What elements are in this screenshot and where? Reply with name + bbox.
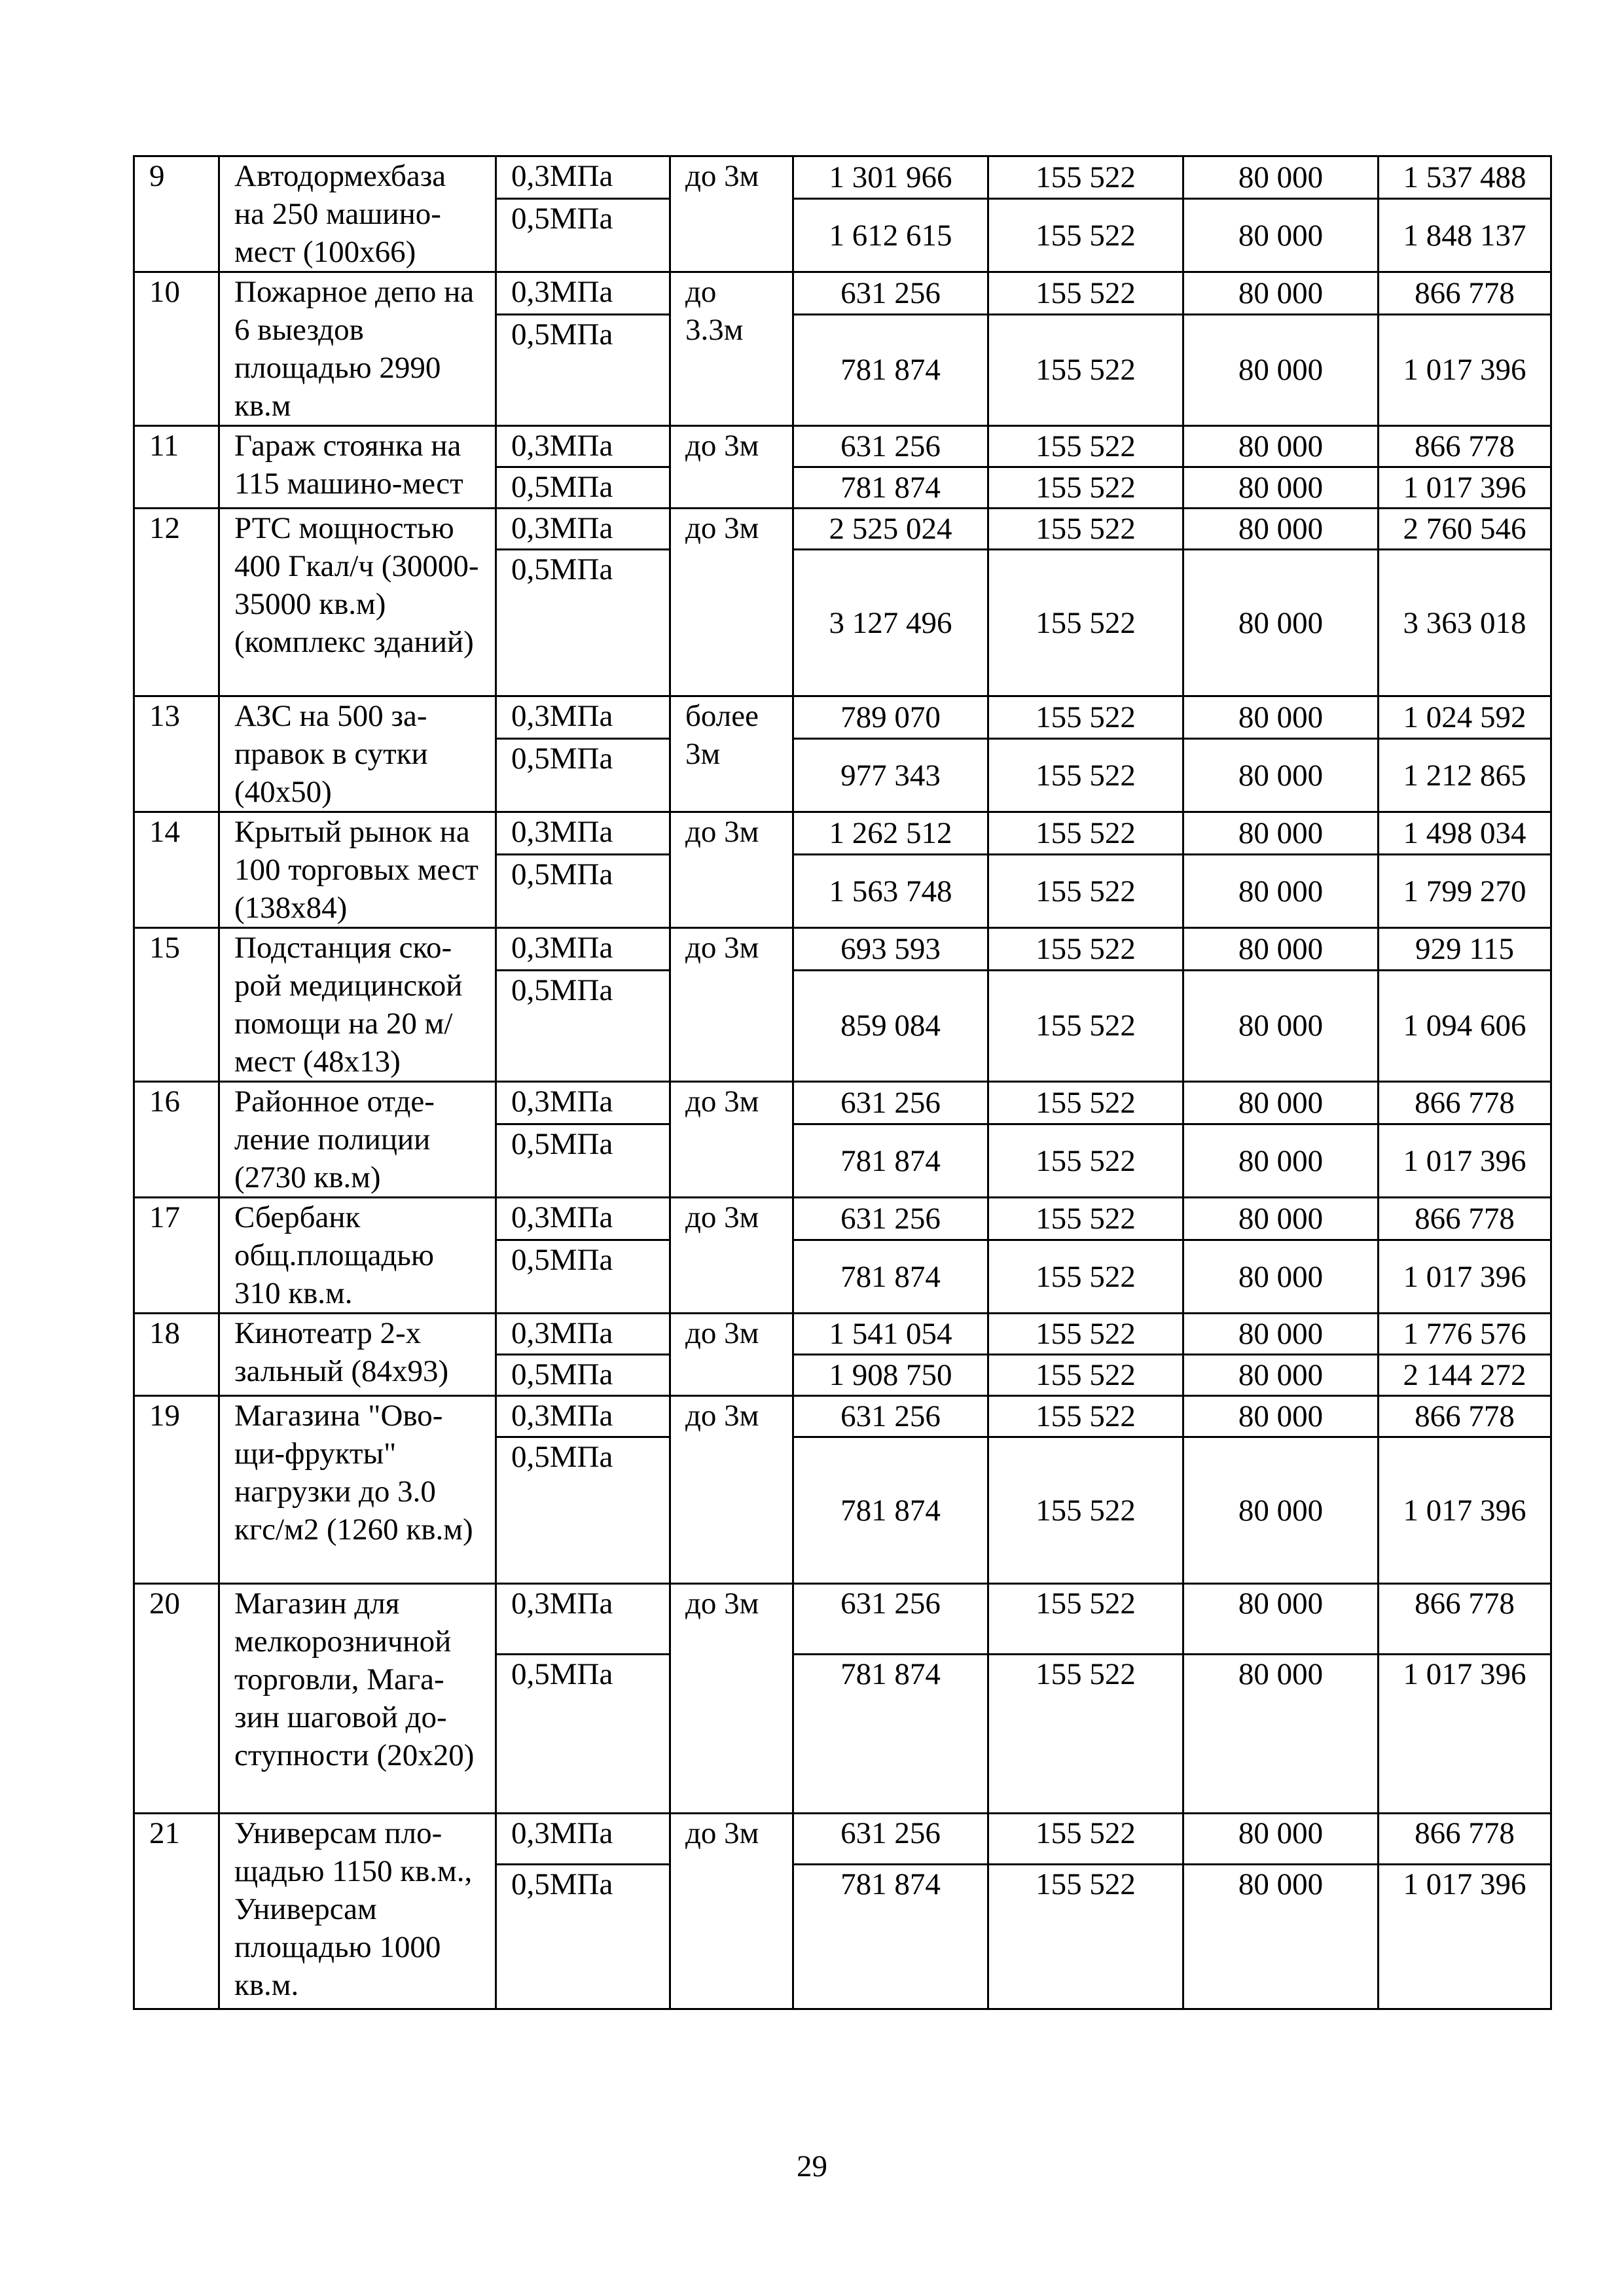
cost-value-3: 80 000 bbox=[1183, 426, 1379, 467]
cost-value-2: 155 522 bbox=[988, 928, 1183, 971]
object-description: Универсам пло-щадью 1150 кв.м., Универсам площадью 1000 кв.м. bbox=[219, 1814, 496, 2009]
pressure-value: 0,3МПа bbox=[496, 1584, 670, 1655]
object-description: Магазин для мелкорозничной торговли, Мага-зин шаговой до-ступности (20х20) bbox=[219, 1584, 496, 1814]
table-row bbox=[134, 156, 1551, 199]
table-row bbox=[134, 812, 1551, 855]
cost-value-1: 859 084 bbox=[793, 970, 988, 1081]
depth-value: до 3м bbox=[670, 1584, 793, 1814]
cost-value-3: 80 000 bbox=[1183, 812, 1379, 855]
cost-value-1: 1 301 966 bbox=[793, 156, 988, 199]
pressure-value: 0,3МПа bbox=[496, 1082, 670, 1124]
table-body bbox=[134, 156, 1551, 2009]
cost-value-1: 781 874 bbox=[793, 1655, 988, 1814]
object-description: Магазина "Ово-щи-фрукты" нагрузки до 3.0 кгс/м2 (1260 кв.м) bbox=[219, 1396, 496, 1584]
cost-value-4: 1 776 576 bbox=[1379, 1314, 1551, 1355]
cost-value-4: 1 498 034 bbox=[1379, 812, 1551, 855]
object-description: Районное отде-ление полиции (2730 кв.м) bbox=[219, 1082, 496, 1198]
cost-value-4: 1 799 270 bbox=[1379, 855, 1551, 928]
object-description: Пожарное депо на 6 выездов площадью 2990 кв.м bbox=[219, 272, 496, 426]
cost-value-2: 155 522 bbox=[988, 156, 1183, 199]
cost-value-4: 1 024 592 bbox=[1379, 696, 1551, 739]
row-number: 13 bbox=[134, 696, 219, 812]
table-row bbox=[134, 426, 1551, 467]
cost-value-2: 155 522 bbox=[988, 1865, 1183, 2009]
cost-value-4: 2 144 272 bbox=[1379, 1355, 1551, 1396]
cost-value-1: 781 874 bbox=[793, 467, 988, 509]
cost-value-2: 155 522 bbox=[988, 1396, 1183, 1437]
cost-value-1: 631 256 bbox=[793, 1584, 988, 1655]
pressure-value: 0,5МПа bbox=[496, 855, 670, 928]
object-description: Кинотеатр 2-х зальный (84х93) bbox=[219, 1314, 496, 1396]
cost-value-1: 789 070 bbox=[793, 696, 988, 739]
row-number: 17 bbox=[134, 1198, 219, 1314]
cost-value-1: 1 612 615 bbox=[793, 199, 988, 272]
cost-value-3: 80 000 bbox=[1183, 550, 1379, 696]
cost-value-2: 155 522 bbox=[988, 509, 1183, 550]
cost-value-2: 155 522 bbox=[988, 1314, 1183, 1355]
depth-value: до 3м bbox=[670, 156, 793, 272]
row-number: 19 bbox=[134, 1396, 219, 1584]
cost-value-2: 155 522 bbox=[988, 314, 1183, 425]
pressure-value: 0,3МПа bbox=[496, 509, 670, 550]
pressure-value: 0,3МПа bbox=[496, 1396, 670, 1437]
cost-value-2: 155 522 bbox=[988, 426, 1183, 467]
cost-value-1: 781 874 bbox=[793, 1240, 988, 1314]
cost-value-4: 1 017 396 bbox=[1379, 1865, 1551, 2009]
cost-value-4: 866 778 bbox=[1379, 1396, 1551, 1437]
cost-value-4: 929 115 bbox=[1379, 928, 1551, 971]
depth-value: до 3м bbox=[670, 1198, 793, 1314]
cost-value-4: 1 017 396 bbox=[1379, 1124, 1551, 1198]
depth-value: до 3м bbox=[670, 1814, 793, 2009]
pressure-value: 0,5МПа bbox=[496, 1865, 670, 2009]
table-row bbox=[134, 1396, 1551, 1437]
pressure-value: 0,3МПа bbox=[496, 696, 670, 739]
cost-value-3: 80 000 bbox=[1183, 1437, 1379, 1584]
cost-value-4: 1 017 396 bbox=[1379, 467, 1551, 509]
row-number: 21 bbox=[134, 1814, 219, 2009]
cost-value-1: 693 593 bbox=[793, 928, 988, 971]
cost-table bbox=[133, 155, 1552, 2010]
pressure-value: 0,3МПа bbox=[496, 1314, 670, 1355]
cost-value-1: 1 908 750 bbox=[793, 1355, 988, 1396]
pressure-value: 0,3МПа bbox=[496, 1814, 670, 1865]
row-number: 12 bbox=[134, 509, 219, 696]
cost-value-1: 631 256 bbox=[793, 1198, 988, 1240]
pressure-value: 0,5МПа bbox=[496, 550, 670, 696]
cost-value-2: 155 522 bbox=[988, 1124, 1183, 1198]
pressure-value: 0,5МПа bbox=[496, 1355, 670, 1396]
cost-value-3: 80 000 bbox=[1183, 467, 1379, 509]
cost-value-3: 80 000 bbox=[1183, 970, 1379, 1081]
depth-value: до 3м bbox=[670, 812, 793, 928]
cost-value-1: 631 256 bbox=[793, 272, 988, 315]
pressure-value: 0,5МПа bbox=[496, 970, 670, 1081]
cost-value-1: 781 874 bbox=[793, 314, 988, 425]
cost-value-4: 866 778 bbox=[1379, 1814, 1551, 1865]
cost-value-3: 80 000 bbox=[1183, 509, 1379, 550]
cost-value-2: 155 522 bbox=[988, 1198, 1183, 1240]
row-number: 15 bbox=[134, 928, 219, 1082]
cost-value-2: 155 522 bbox=[988, 1584, 1183, 1655]
object-description: АЗС на 500 за-правок в сутки (40х50) bbox=[219, 696, 496, 812]
depth-value: более 3м bbox=[670, 696, 793, 812]
cost-value-1: 2 525 024 bbox=[793, 509, 988, 550]
cost-value-1: 631 256 bbox=[793, 1814, 988, 1865]
cost-value-3: 80 000 bbox=[1183, 1314, 1379, 1355]
cost-value-4: 1 017 396 bbox=[1379, 1240, 1551, 1314]
object-description: Подстанция ско-рой медицинской помощи на 20 м/мест (48х13) bbox=[219, 928, 496, 1082]
cost-value-3: 80 000 bbox=[1183, 1198, 1379, 1240]
page-number: 29 bbox=[797, 2149, 827, 2183]
row-number: 18 bbox=[134, 1314, 219, 1396]
cost-value-2: 155 522 bbox=[988, 970, 1183, 1081]
pressure-value: 0,3МПа bbox=[496, 928, 670, 971]
cost-value-3: 80 000 bbox=[1183, 1355, 1379, 1396]
object-description: Крытый рынок на 100 торговых мест (138х84) bbox=[219, 812, 496, 928]
cost-value-1: 631 256 bbox=[793, 1082, 988, 1124]
pressure-value: 0,5МПа bbox=[496, 314, 670, 425]
depth-value: до 3м bbox=[670, 1314, 793, 1396]
cost-value-3: 80 000 bbox=[1183, 314, 1379, 425]
cost-value-4: 866 778 bbox=[1379, 426, 1551, 467]
cost-value-2: 155 522 bbox=[988, 1655, 1183, 1814]
table-row bbox=[134, 1198, 1551, 1240]
cost-value-4: 866 778 bbox=[1379, 1082, 1551, 1124]
cost-value-4: 1 094 606 bbox=[1379, 970, 1551, 1081]
cost-value-1: 781 874 bbox=[793, 1865, 988, 2009]
cost-value-4: 866 778 bbox=[1379, 1584, 1551, 1655]
cost-value-2: 155 522 bbox=[988, 1437, 1183, 1584]
cost-value-3: 80 000 bbox=[1183, 272, 1379, 315]
cost-value-4: 1 212 865 bbox=[1379, 739, 1551, 812]
cost-value-2: 155 522 bbox=[988, 1355, 1183, 1396]
row-number: 9 bbox=[134, 156, 219, 272]
cost-value-2: 155 522 bbox=[988, 855, 1183, 928]
cost-value-4: 1 017 396 bbox=[1379, 314, 1551, 425]
object-description: РТС мощностью 400 Гкал/ч (30000-35000 кв.м)(комплекс зданий) bbox=[219, 509, 496, 696]
cost-value-3: 80 000 bbox=[1183, 855, 1379, 928]
table-row bbox=[134, 272, 1551, 315]
cost-value-3: 80 000 bbox=[1183, 1240, 1379, 1314]
cost-value-4: 1 848 137 bbox=[1379, 199, 1551, 272]
pressure-value: 0,5МПа bbox=[496, 739, 670, 812]
cost-value-1: 1 541 054 bbox=[793, 1314, 988, 1355]
cost-value-1: 1 563 748 bbox=[793, 855, 988, 928]
cost-value-2: 155 522 bbox=[988, 199, 1183, 272]
cost-value-3: 80 000 bbox=[1183, 1865, 1379, 2009]
cost-value-2: 155 522 bbox=[988, 550, 1183, 696]
pressure-value: 0,5МПа bbox=[496, 1437, 670, 1584]
depth-value: до 3.3м bbox=[670, 272, 793, 426]
cost-value-2: 155 522 bbox=[988, 1814, 1183, 1865]
cost-value-2: 155 522 bbox=[988, 1240, 1183, 1314]
cost-value-1: 631 256 bbox=[793, 426, 988, 467]
row-number: 14 bbox=[134, 812, 219, 928]
row-number: 10 bbox=[134, 272, 219, 426]
cost-value-1: 1 262 512 bbox=[793, 812, 988, 855]
pressure-value: 0,3МПа bbox=[496, 426, 670, 467]
object-description: Автодормехбаза на 250 машино-мест (100х66) bbox=[219, 156, 496, 272]
cost-value-4: 3 363 018 bbox=[1379, 550, 1551, 696]
depth-value: до 3м bbox=[670, 426, 793, 509]
cost-value-3: 80 000 bbox=[1183, 199, 1379, 272]
pressure-value: 0,3МПа bbox=[496, 1198, 670, 1240]
cost-value-1: 977 343 bbox=[793, 739, 988, 812]
cost-value-3: 80 000 bbox=[1183, 1396, 1379, 1437]
pressure-value: 0,5МПа bbox=[496, 1240, 670, 1314]
object-description: Гараж стоянка на 115 машино-мест bbox=[219, 426, 496, 509]
pressure-value: 0,3МПа bbox=[496, 156, 670, 199]
cost-value-2: 155 522 bbox=[988, 272, 1183, 315]
depth-value: до 3м bbox=[670, 1396, 793, 1584]
cost-value-3: 80 000 bbox=[1183, 739, 1379, 812]
depth-value: до 3м bbox=[670, 1082, 793, 1198]
cost-value-4: 1 017 396 bbox=[1379, 1437, 1551, 1584]
table-row bbox=[134, 1814, 1551, 1865]
row-number: 16 bbox=[134, 1082, 219, 1198]
cost-value-3: 80 000 bbox=[1183, 1655, 1379, 1814]
cost-value-3: 80 000 bbox=[1183, 1124, 1379, 1198]
cost-value-3: 80 000 bbox=[1183, 696, 1379, 739]
cost-value-4: 2 760 546 bbox=[1379, 509, 1551, 550]
table-row bbox=[134, 696, 1551, 739]
cost-value-1: 3 127 496 bbox=[793, 550, 988, 696]
cost-value-3: 80 000 bbox=[1183, 1814, 1379, 1865]
table-row bbox=[134, 509, 1551, 550]
table-row bbox=[134, 1584, 1551, 1655]
table-row bbox=[134, 1314, 1551, 1355]
cost-value-1: 781 874 bbox=[793, 1437, 988, 1584]
cost-value-2: 155 522 bbox=[988, 696, 1183, 739]
cost-value-4: 1 537 488 bbox=[1379, 156, 1551, 199]
depth-value: до 3м bbox=[670, 928, 793, 1082]
table-row bbox=[134, 1082, 1551, 1124]
pressure-value: 0,5МПа bbox=[496, 467, 670, 509]
pressure-value: 0,5МПа bbox=[496, 1655, 670, 1814]
cost-value-3: 80 000 bbox=[1183, 1584, 1379, 1655]
pressure-value: 0,3МПа bbox=[496, 812, 670, 855]
cost-value-2: 155 522 bbox=[988, 467, 1183, 509]
row-number: 20 bbox=[134, 1584, 219, 1814]
cost-value-4: 866 778 bbox=[1379, 1198, 1551, 1240]
cost-value-4: 866 778 bbox=[1379, 272, 1551, 315]
depth-value: до 3м bbox=[670, 509, 793, 696]
pressure-value: 0,3МПа bbox=[496, 272, 670, 315]
cost-value-4: 1 017 396 bbox=[1379, 1655, 1551, 1814]
cost-value-3: 80 000 bbox=[1183, 156, 1379, 199]
pressure-value: 0,5МПа bbox=[496, 1124, 670, 1198]
cost-value-2: 155 522 bbox=[988, 812, 1183, 855]
cost-value-3: 80 000 bbox=[1183, 928, 1379, 971]
pressure-value: 0,5МПа bbox=[496, 199, 670, 272]
cost-value-2: 155 522 bbox=[988, 739, 1183, 812]
row-number: 11 bbox=[134, 426, 219, 509]
cost-value-1: 781 874 bbox=[793, 1124, 988, 1198]
cost-value-2: 155 522 bbox=[988, 1082, 1183, 1124]
cost-value-1: 631 256 bbox=[793, 1396, 988, 1437]
table-row bbox=[134, 928, 1551, 971]
cost-value-3: 80 000 bbox=[1183, 1082, 1379, 1124]
object-description: Сбербанк общ.площадью 310 кв.м. bbox=[219, 1198, 496, 1314]
